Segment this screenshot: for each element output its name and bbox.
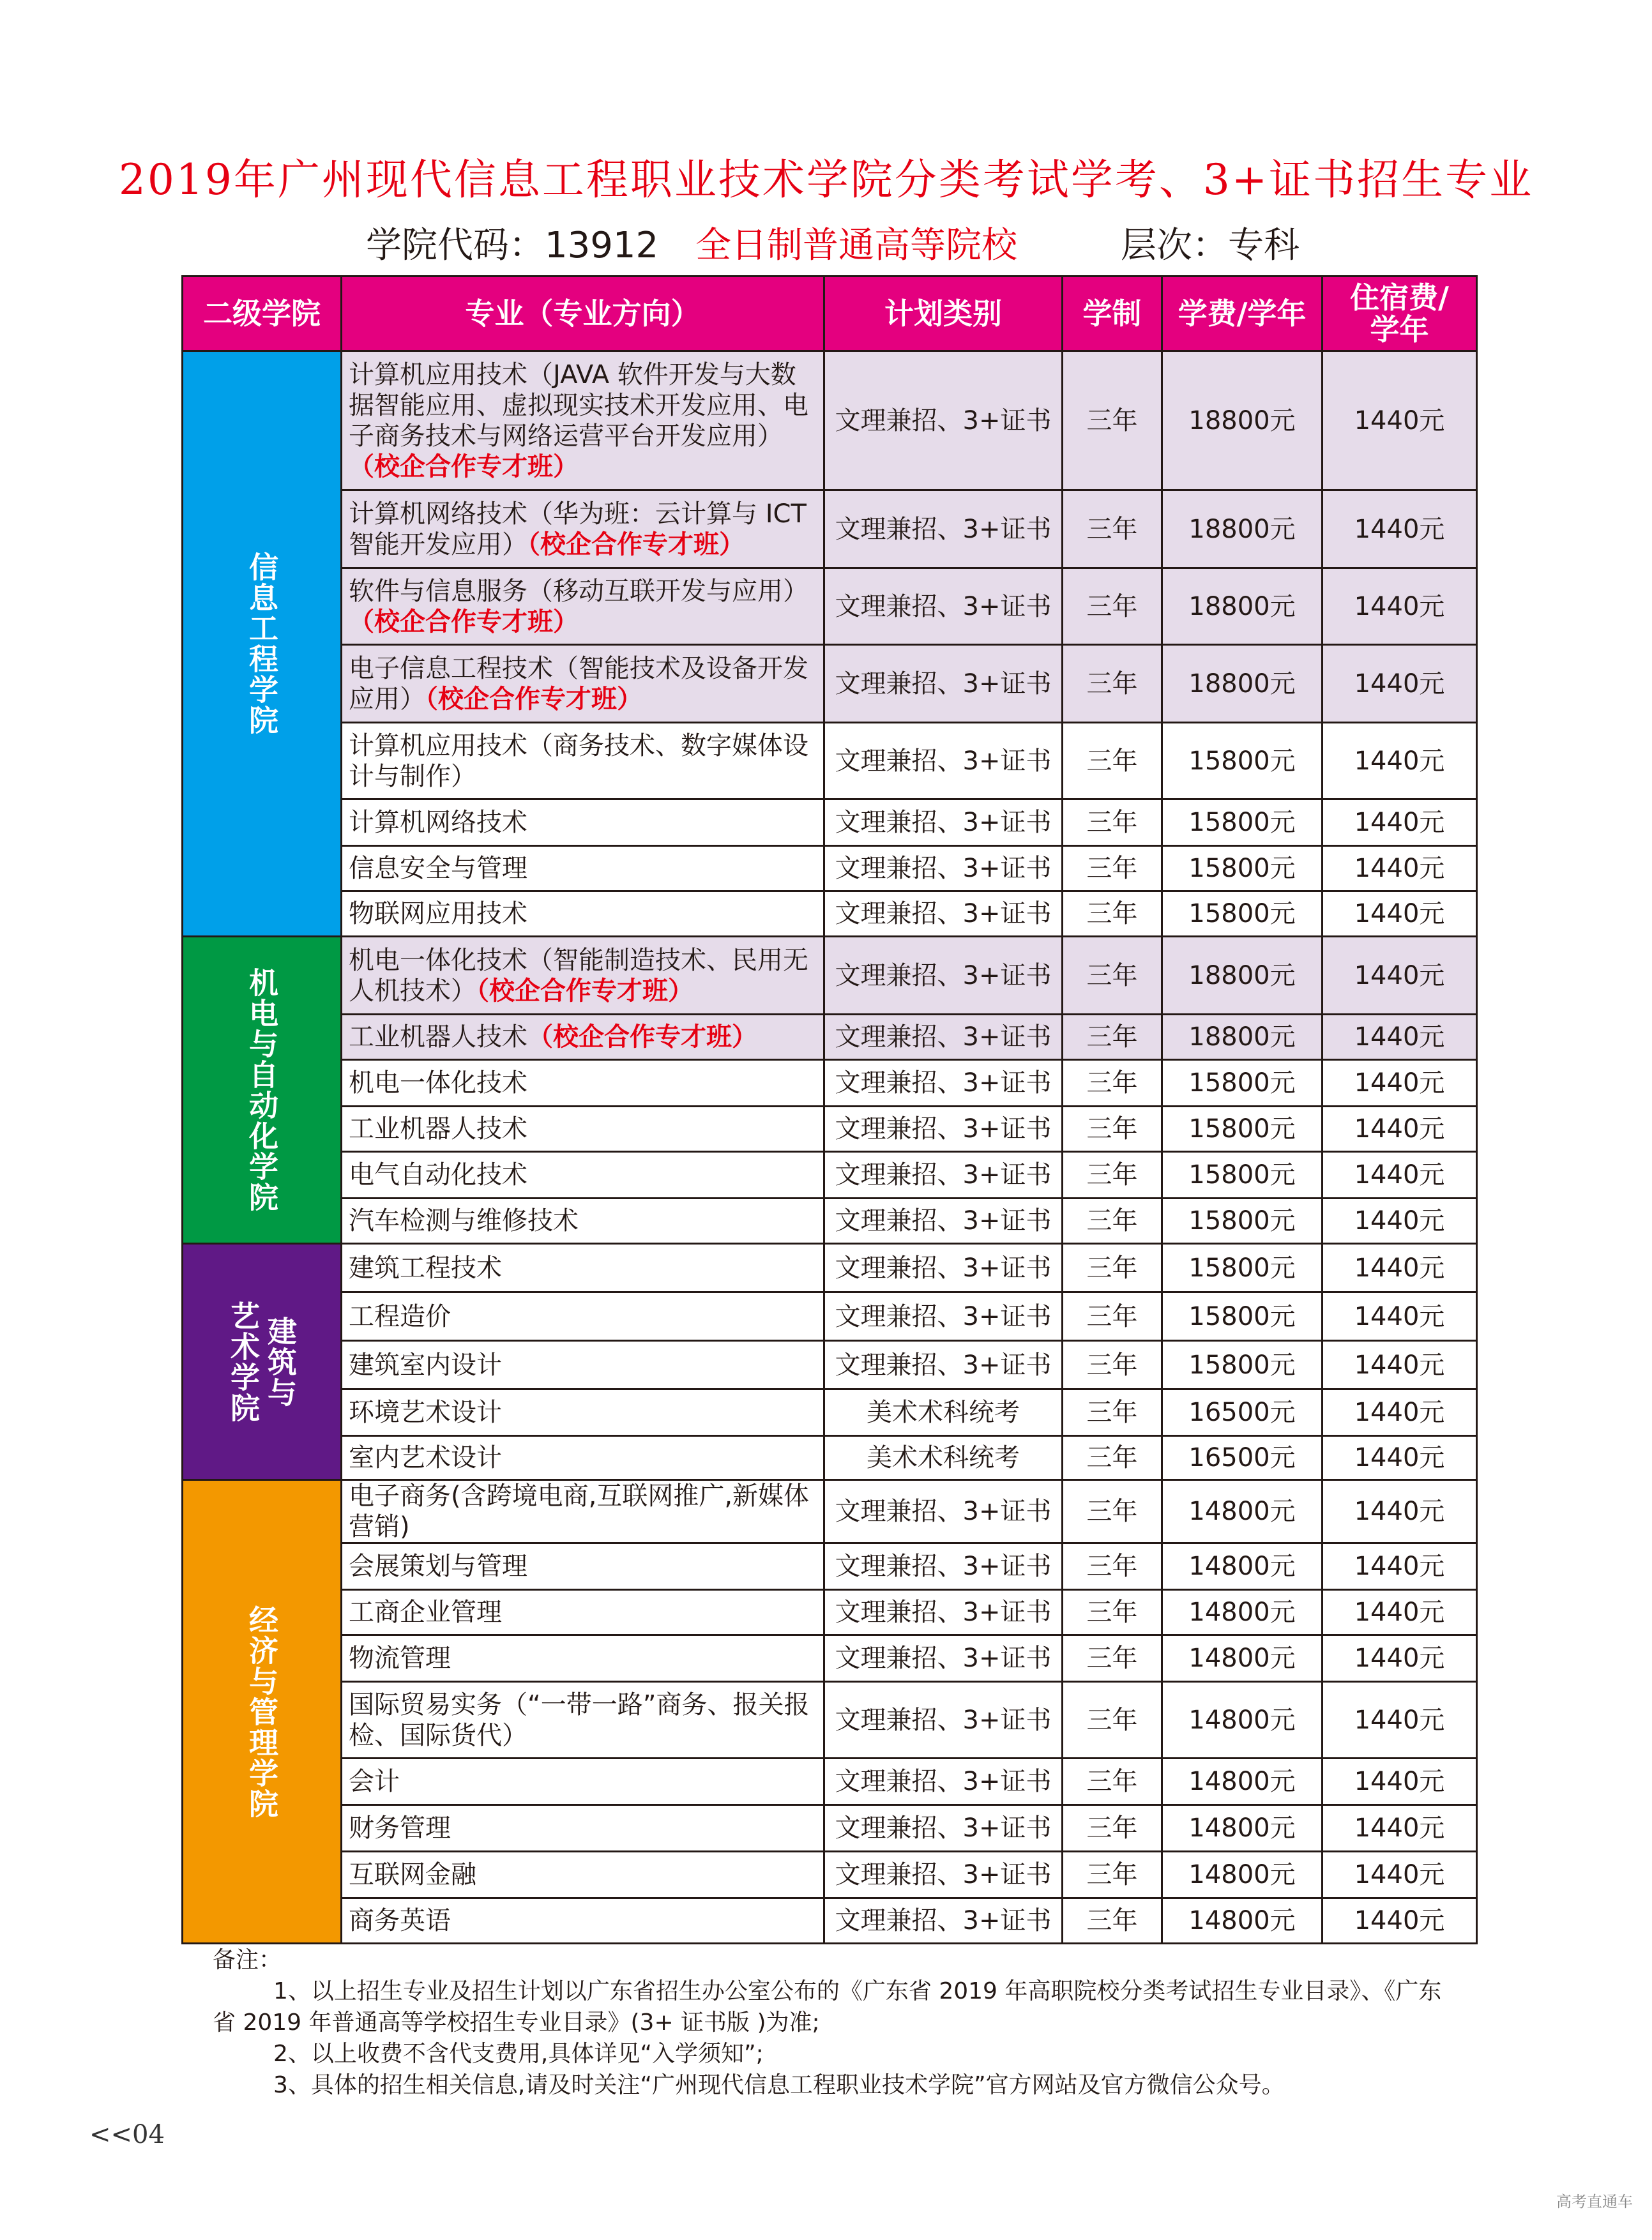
major-cell [342, 1292, 824, 1341]
years-cell: 三年 [1063, 1635, 1162, 1682]
major-cell [342, 891, 824, 937]
plan-cell: 文理兼招、3+证书 [824, 1590, 1063, 1635]
plan-cell: 文理兼招、3+证书 [824, 1805, 1063, 1852]
major-cell [342, 1244, 824, 1292]
major-name: 软件与信息服务（移动互联开发与应用） [349, 576, 808, 606]
college-cell [183, 1244, 342, 1480]
plan-cell: 文理兼招、3+证书 [824, 568, 1063, 645]
table-row [183, 891, 1477, 937]
college-name: 经济与管理学院 [245, 1604, 279, 1819]
years-cell: 三年 [1063, 1015, 1162, 1060]
table-body [183, 351, 1477, 1944]
years-cell: 三年 [1063, 723, 1162, 799]
table-row [183, 568, 1477, 645]
plan-cell: 文理兼招、3+证书 [824, 846, 1063, 891]
program-tag: （校企合作专才班） [425, 684, 642, 714]
major-name: 建筑室内设计 [349, 1350, 502, 1380]
plan-cell: 文理兼招、3+证书 [824, 1759, 1063, 1805]
years-cell: 三年 [1063, 1898, 1162, 1944]
tuition-cell: 15800元 [1162, 1341, 1322, 1389]
table-row [183, 1898, 1477, 1944]
years-cell: 三年 [1063, 645, 1162, 723]
table-row [183, 1244, 1477, 1292]
tuition-cell: 14800元 [1162, 1805, 1322, 1852]
plan-cell: 文理兼招、3+证书 [824, 1292, 1063, 1341]
plan-cell: 文理兼招、3+证书 [824, 351, 1063, 490]
years-cell: 三年 [1063, 846, 1162, 891]
table-row [183, 723, 1477, 799]
major-cell [342, 1199, 824, 1244]
dorm-cell: 1440元 [1322, 1060, 1477, 1107]
major-cell [342, 1152, 824, 1199]
page-number: <<04 [89, 2120, 165, 2149]
major-name: 汽车检测与维修技术 [349, 1206, 579, 1236]
table-header-row [183, 276, 1477, 351]
major-name: 工程造价 [349, 1301, 451, 1331]
dorm-cell: 1440元 [1322, 937, 1477, 1015]
college-name: 建筑与 [263, 1315, 298, 1408]
major-cell [342, 1341, 824, 1389]
plan-cell: 文理兼招、3+证书 [824, 937, 1063, 1015]
years-cell: 三年 [1063, 1244, 1162, 1292]
table-row [183, 1060, 1477, 1107]
major-name: 会展策划与管理 [349, 1552, 527, 1581]
notes-label: 备注： [213, 1947, 282, 1973]
page-title: 2019年广州现代信息工程职业技术学院分类考试学考、3+证书招生专业 [118, 155, 1534, 204]
major-cell [342, 1060, 824, 1107]
major-cell [342, 1898, 824, 1944]
tuition-cell: 14800元 [1162, 1543, 1322, 1590]
table-row [183, 1682, 1477, 1759]
tuition-cell: 14800元 [1162, 1635, 1322, 1682]
college-name: 机电与自动化学院 [245, 967, 279, 1213]
tuition-cell: 18800元 [1162, 351, 1322, 490]
dorm-cell: 1440元 [1322, 723, 1477, 799]
tuition-cell: 18800元 [1162, 645, 1322, 723]
dorm-cell: 1440元 [1322, 1682, 1477, 1759]
college-name: 信息工程学院 [245, 552, 279, 736]
plan-cell: 文理兼招、3+证书 [824, 1341, 1063, 1389]
college-code: 学院代码：13912 [366, 225, 659, 266]
program-tag: （校企合作专才班） [476, 976, 693, 1006]
years-cell: 三年 [1063, 891, 1162, 937]
major-cell [342, 723, 824, 799]
years-cell: 三年 [1063, 1590, 1162, 1635]
table-row [183, 846, 1477, 891]
table-row [183, 1635, 1477, 1682]
major-cell [342, 1015, 824, 1060]
tuition-cell: 15800元 [1162, 723, 1322, 799]
dorm-cell: 1440元 [1322, 645, 1477, 723]
major-name: 建筑工程技术 [349, 1253, 502, 1283]
major-cell [342, 1852, 824, 1898]
plan-cell: 文理兼招、3+证书 [824, 645, 1063, 723]
major-name: 电子信息工程技术（智能技术及设备开发应用） [349, 653, 808, 714]
plan-cell: 文理兼招、3+证书 [824, 1635, 1063, 1682]
header-years: 学制 [1063, 276, 1162, 351]
major-name: 计算机应用技术（商务技术、数字媒体设计与制作） [349, 730, 808, 791]
program-tag: （校企合作专才班） [349, 451, 579, 481]
plan-cell: 文理兼招、3+证书 [824, 1199, 1063, 1244]
plan-cell: 文理兼招、3+证书 [824, 723, 1063, 799]
years-cell: 三年 [1063, 568, 1162, 645]
major-name: 机电一体化技术 [349, 1068, 527, 1098]
table-row [183, 1292, 1477, 1341]
tuition-cell: 15800元 [1162, 1244, 1322, 1292]
dorm-cell: 1440元 [1322, 1436, 1477, 1480]
tuition-cell: 18800元 [1162, 937, 1322, 1015]
tuition-cell: 16500元 [1162, 1436, 1322, 1480]
table-row [183, 1805, 1477, 1852]
table-row [183, 1759, 1477, 1805]
years-cell: 三年 [1063, 1682, 1162, 1759]
plan-cell: 文理兼招、3+证书 [824, 1244, 1063, 1292]
notes [213, 1944, 1464, 2101]
plan-cell: 文理兼招、3+证书 [824, 1898, 1063, 1944]
dorm-cell: 1440元 [1322, 846, 1477, 891]
tuition-cell: 14800元 [1162, 1682, 1322, 1759]
major-cell [342, 1480, 824, 1543]
plan-cell: 文理兼招、3+证书 [824, 1852, 1063, 1898]
tuition-cell: 14800元 [1162, 1480, 1322, 1543]
major-cell [342, 351, 824, 490]
dorm-cell: 1440元 [1322, 1852, 1477, 1898]
major-cell [342, 645, 824, 723]
header-major: 专业（专业方向） [342, 276, 824, 351]
years-cell: 三年 [1063, 1852, 1162, 1898]
major-name: 机电一体化技术（智能制造技术、民用无人机技术） [349, 945, 808, 1006]
years-cell: 三年 [1063, 1805, 1162, 1852]
dorm-cell: 1440元 [1322, 1199, 1477, 1244]
major-cell [342, 1107, 824, 1152]
tuition-cell: 15800元 [1162, 1060, 1322, 1107]
dorm-cell: 1440元 [1322, 799, 1477, 846]
major-cell [342, 1590, 824, 1635]
major-name: 室内艺术设计 [349, 1443, 502, 1472]
major-name: 物流管理 [349, 1644, 451, 1673]
education-level: 层次：专科 [1121, 225, 1300, 266]
years-cell: 三年 [1063, 1107, 1162, 1152]
years-cell: 三年 [1063, 1543, 1162, 1590]
table-row [183, 1341, 1477, 1389]
table-row [183, 1389, 1477, 1436]
plan-cell: 文理兼招、3+证书 [824, 799, 1063, 846]
tuition-cell: 15800元 [1162, 799, 1322, 846]
years-cell: 三年 [1063, 490, 1162, 568]
dorm-cell: 1440元 [1322, 1480, 1477, 1543]
years-cell: 三年 [1063, 1480, 1162, 1543]
dorm-cell: 1440元 [1322, 1389, 1477, 1436]
dorm-cell: 1440元 [1322, 1152, 1477, 1199]
college-cell [183, 351, 342, 937]
major-name: 计算机网络技术 [349, 808, 527, 837]
years-cell: 三年 [1063, 799, 1162, 846]
table-row [183, 937, 1477, 1015]
major-name: 计算机网络技术（华为班：云计算与 ICT 智能开发应用） [349, 499, 807, 559]
tuition-cell: 18800元 [1162, 490, 1322, 568]
years-cell: 三年 [1063, 1199, 1162, 1244]
years-cell: 三年 [1063, 1152, 1162, 1199]
program-tag: （校企合作专才班） [527, 1022, 757, 1052]
major-name: 信息安全与管理 [349, 854, 527, 883]
major-cell [342, 1682, 824, 1759]
table-row [183, 1107, 1477, 1152]
plan-cell: 文理兼招、3+证书 [824, 1060, 1063, 1107]
tuition-cell: 15800元 [1162, 1199, 1322, 1244]
years-cell: 三年 [1063, 1060, 1162, 1107]
dorm-cell: 1440元 [1322, 1898, 1477, 1944]
major-name: 工业机器人技术 [349, 1022, 527, 1052]
major-name: 计算机应用技术（JAVA 软件开发与大数据智能应用、虚拟现实技术开发应用、电子商务技术与网络运营平台开发应用） [349, 359, 808, 451]
tuition-cell: 14800元 [1162, 1898, 1322, 1944]
plan-cell: 美术术科统考 [824, 1436, 1063, 1480]
major-cell [342, 1389, 824, 1436]
plan-cell: 文理兼招、3+证书 [824, 1152, 1063, 1199]
plan-cell: 美术术科统考 [824, 1389, 1063, 1436]
table-row [183, 1436, 1477, 1480]
years-cell: 三年 [1063, 1436, 1162, 1480]
table-row [183, 1480, 1477, 1543]
major-name: 环境艺术设计 [349, 1398, 502, 1427]
major-name: 互联网金融 [349, 1860, 476, 1889]
dorm-cell: 1440元 [1322, 1244, 1477, 1292]
dorm-cell: 1440元 [1322, 1107, 1477, 1152]
tuition-cell: 14800元 [1162, 1759, 1322, 1805]
major-cell [342, 846, 824, 891]
major-name: 物联网应用技术 [349, 899, 527, 928]
major-name: 商务英语 [349, 1906, 451, 1935]
table-row [183, 1015, 1477, 1060]
header-plan: 计划类别 [824, 276, 1063, 351]
table-row [183, 1152, 1477, 1199]
header-college: 二级学院 [183, 276, 342, 351]
major-name: 工业机器人技术 [349, 1114, 527, 1144]
table-row [183, 1590, 1477, 1635]
plan-cell: 文理兼招、3+证书 [824, 1682, 1063, 1759]
watermark: 高考直通车 [1556, 2193, 1633, 2211]
dorm-cell: 1440元 [1322, 1759, 1477, 1805]
major-name: 会计 [349, 1767, 400, 1796]
tuition-cell: 15800元 [1162, 1152, 1322, 1199]
years-cell: 三年 [1063, 1389, 1162, 1436]
tuition-cell: 18800元 [1162, 1015, 1322, 1060]
plan-cell: 文理兼招、3+证书 [824, 1543, 1063, 1590]
tuition-cell: 14800元 [1162, 1852, 1322, 1898]
plan-cell: 文理兼招、3+证书 [824, 1480, 1063, 1543]
years-cell: 三年 [1063, 1341, 1162, 1389]
header-dorm: 住宿费/学年 [1322, 276, 1477, 351]
major-cell [342, 490, 824, 568]
table-row [183, 1199, 1477, 1244]
major-name: 财务管理 [349, 1813, 451, 1843]
plan-cell: 文理兼招、3+证书 [824, 1015, 1063, 1060]
header-tuition: 学费/学年 [1162, 276, 1322, 351]
dorm-cell: 1440元 [1322, 1341, 1477, 1389]
dorm-cell: 1440元 [1322, 1292, 1477, 1341]
program-tag: （校企合作专才班） [527, 529, 745, 559]
dorm-cell: 1440元 [1322, 1805, 1477, 1852]
school-type: 全日制普通高等院校 [695, 225, 1017, 266]
dorm-cell: 1440元 [1322, 1590, 1477, 1635]
tuition-cell: 15800元 [1162, 846, 1322, 891]
major-cell [342, 1759, 824, 1805]
years-cell: 三年 [1063, 937, 1162, 1015]
major-cell [342, 1635, 824, 1682]
table-row [183, 645, 1477, 723]
plan-cell: 文理兼招、3+证书 [824, 1107, 1063, 1152]
years-cell: 三年 [1063, 1759, 1162, 1805]
major-cell [342, 1805, 824, 1852]
tuition-cell: 18800元 [1162, 568, 1322, 645]
dorm-cell: 1440元 [1322, 490, 1477, 568]
major-name: 电气自动化技术 [349, 1160, 527, 1190]
dorm-cell: 1440元 [1322, 1635, 1477, 1682]
plan-cell: 文理兼招、3+证书 [824, 891, 1063, 937]
tuition-cell: 15800元 [1162, 891, 1322, 937]
tuition-cell: 15800元 [1162, 1292, 1322, 1341]
tuition-cell: 15800元 [1162, 1107, 1322, 1152]
major-cell [342, 1543, 824, 1590]
dorm-cell: 1440元 [1322, 1015, 1477, 1060]
table-row [183, 1543, 1477, 1590]
major-name: 国际贸易实务（“一带一路”商务、报关报检、国际货代） [349, 1690, 810, 1750]
table-row [183, 1852, 1477, 1898]
major-name: 工商企业管理 [349, 1598, 502, 1627]
admission-table [181, 275, 1478, 1944]
major-cell [342, 1436, 824, 1480]
major-cell [342, 937, 824, 1015]
major-cell [342, 568, 824, 645]
years-cell: 三年 [1063, 1292, 1162, 1341]
plan-cell: 文理兼招、3+证书 [824, 490, 1063, 568]
table-row [183, 351, 1477, 490]
college-cell [183, 937, 342, 1244]
college-name: 艺术学院 [226, 1300, 261, 1423]
dorm-cell: 1440元 [1322, 351, 1477, 490]
dorm-cell: 1440元 [1322, 891, 1477, 937]
major-name: 电子商务(含跨境电商,互联网推广,新媒体营销) [349, 1481, 810, 1541]
dorm-cell: 1440元 [1322, 568, 1477, 645]
table-row [183, 799, 1477, 846]
major-cell [342, 799, 824, 846]
note-item: 3、具体的招生相关信息,请及时关注“广州现代信息工程职业技术学院”官方网站及官方微信公众号。 [273, 2072, 1285, 2098]
tuition-cell: 16500元 [1162, 1389, 1322, 1436]
program-tag: （校企合作专才班） [349, 607, 579, 637]
tuition-cell: 14800元 [1162, 1590, 1322, 1635]
note-item: 2、以上收费不含代支费用,具体详见“入学须知”; [273, 2041, 764, 2067]
college-cell [183, 1480, 342, 1944]
years-cell: 三年 [1063, 351, 1162, 490]
table-row [183, 490, 1477, 568]
note-item: 1、以上招生专业及招生计划以广东省招生办公室公布的《广东省 2019 年高职院校分类考试招生专业目录》、《广东省 2019 年普通高等学校招生专业目录》(3+ 证书版 )为准; [213, 1978, 1442, 2036]
dorm-cell: 1440元 [1322, 1543, 1477, 1590]
